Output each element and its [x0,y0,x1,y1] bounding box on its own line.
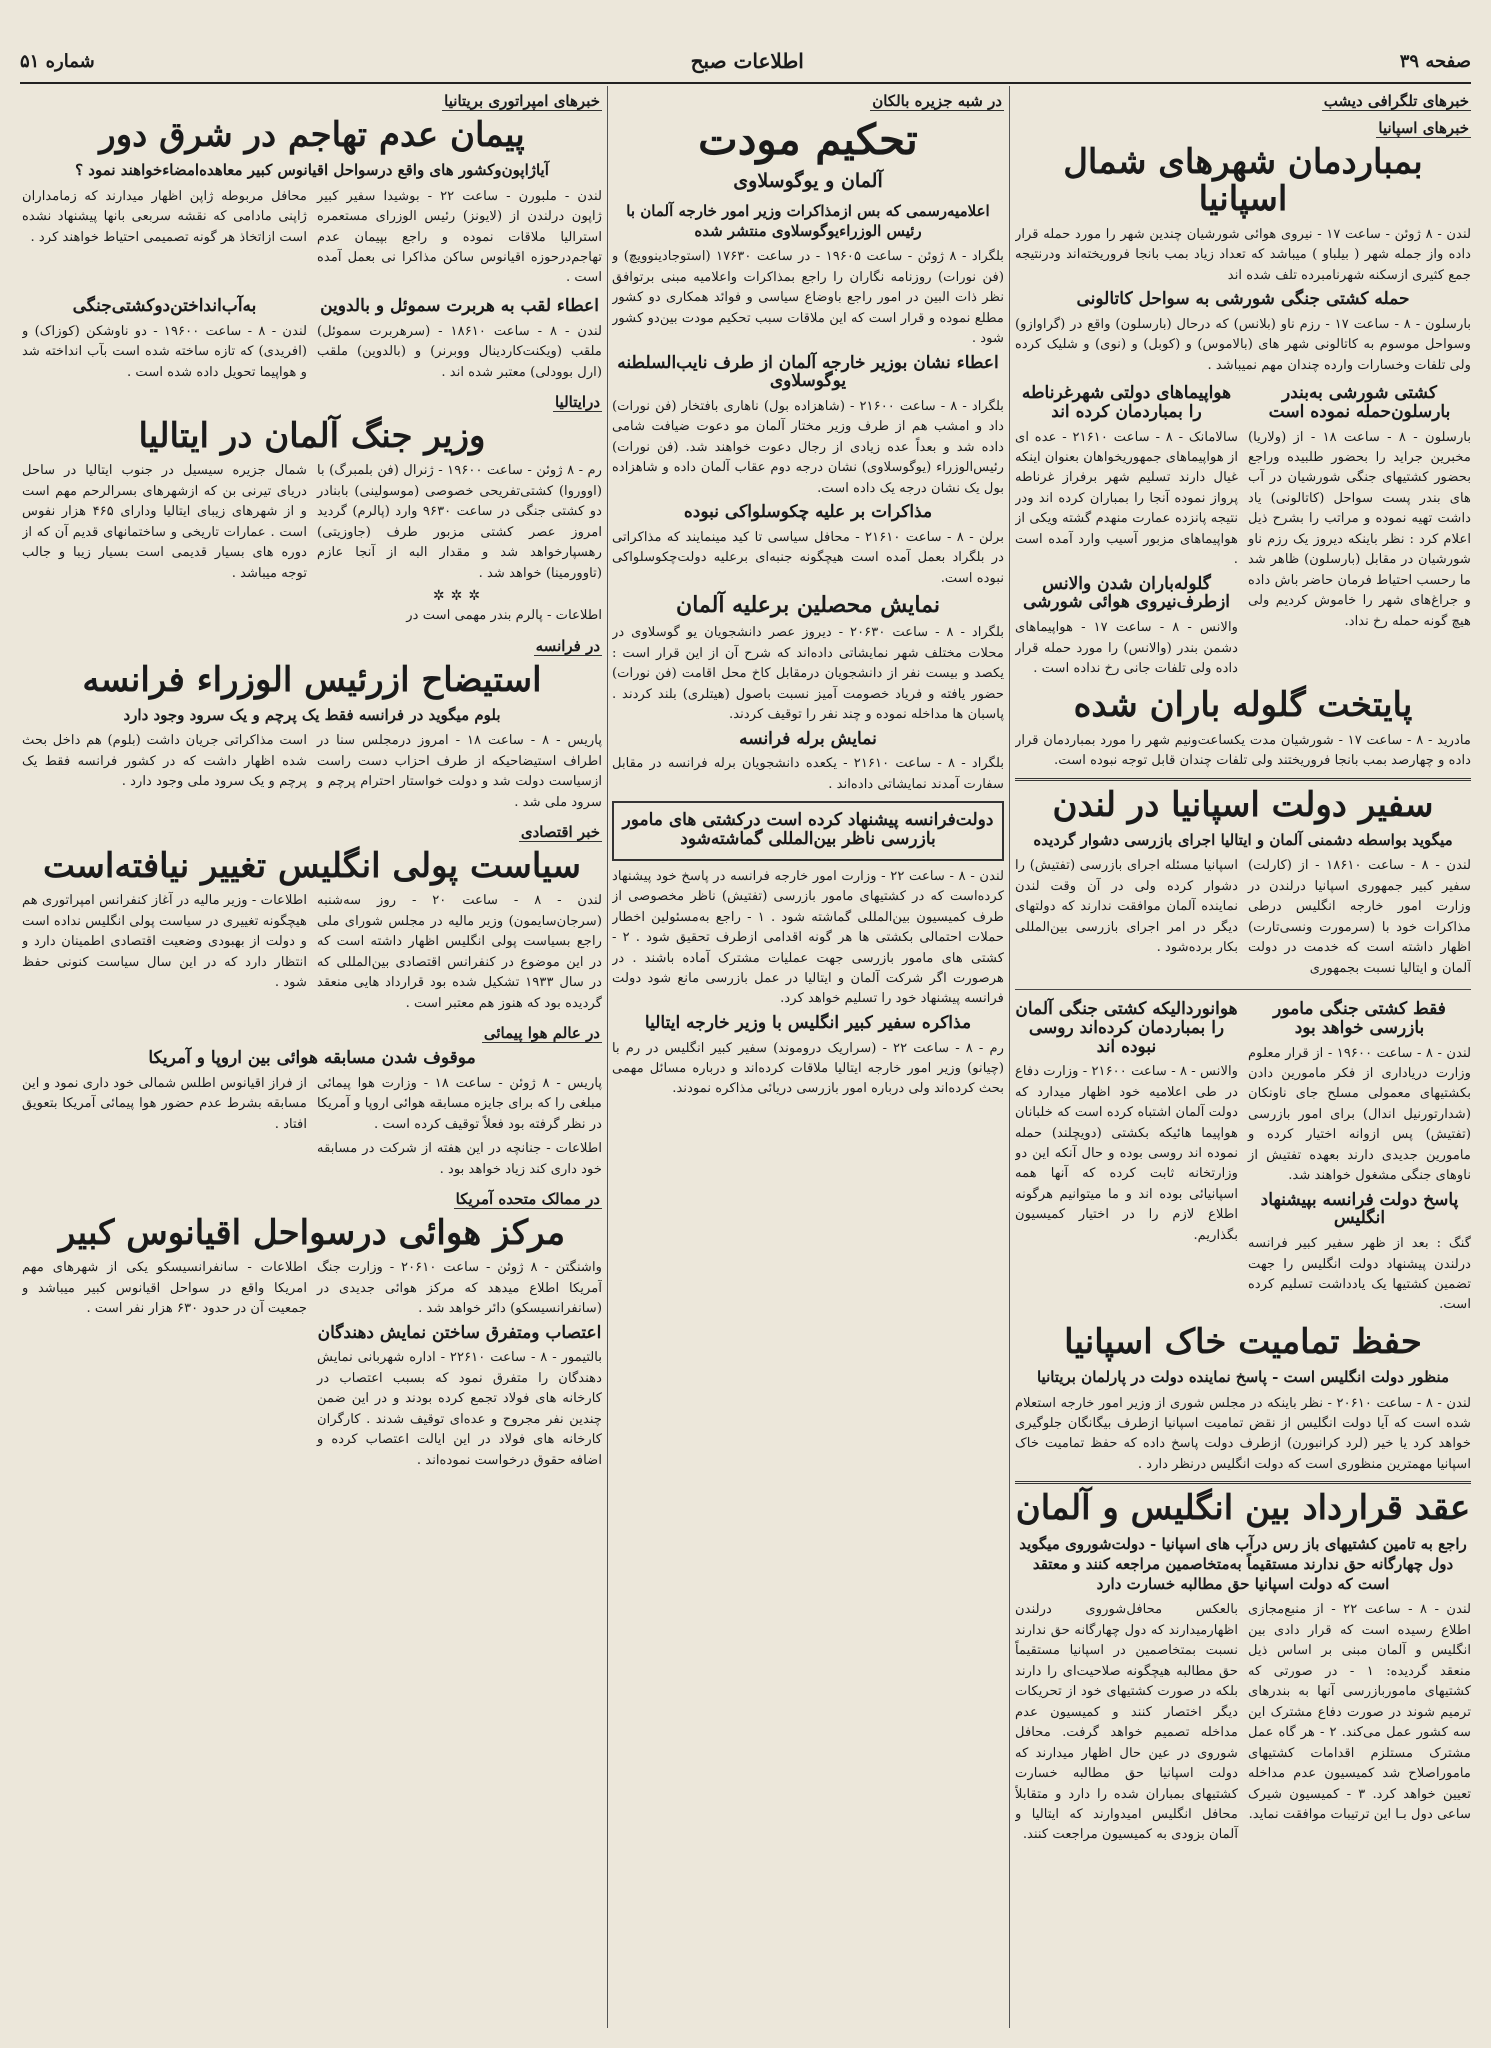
article-subhead: میگوید بواسطه دشمنی آلمان و ایتالیا اجرای بازرسی دشوار گردیده [1033,831,1453,850]
article-headline: به‌آب‌انداختن‌دوکشتی‌جنگی [72,295,257,316]
ornament: ✲✲✲ [432,588,487,605]
article-headline: وزیر جنگ آلمان در ایتالیا [138,415,486,456]
article-body: بالعکس محافل‌شوروی درلندن اظهارمیدارند که دول چهارگانه حق ندارند نسبت بمتخاصمین در اسپانیا مستقیماً حق مطالبه هیچگونه صلاحیت‌ای را دارند بلکه در صورت کشتیها‌ی خود از تحریکات دیگر اختصار کنند و کمیسیون عدم مداخله تصمیم خواهد گرفت. محافل شوروی در عین حال اظهار میدارند که دولت اسپانیا حق مطالبه خسارت کشتیهای بمباران شده را دارد و متقابلاً محافل انگلیس امیدوارند که ایتالیا و آلمان بزودی به کمیسیون مراجعت کنند. [1015,1602,1238,1843]
two-column-block [22,1074,602,1184]
column-left [22,86,602,2028]
article-body: لندن - ملبورن - ساعت ۲۲ - بوشیدا سفیر کبیر ژاپون درلندن از (لایونز) رئیس الوزرای مستعمره استرالیا ملاقات نموده و راجع بپیمان عدم تهاجم‌درحوزه اقیانوس ساکن مذاکرا نی بعمل آمده است . [317,188,602,286]
article-subhead: راجع به تامین کشتیهای باز رس درآب های اسپانیا - دولت‌شوروی میگوید دول چهارگانه حق ندارند مستقیماً به‌متخاصمین مراجعه کنند و معتقد است که دولت اسپانیا حق مطالبه خسارت دارد [1019,1534,1467,1594]
article-headline: تحکیم مودت [698,115,918,164]
article-headline: حمله کشتی جنگی شورشی به سواحل کاتالونی [1076,289,1410,310]
article-headline: اعطاء نشان بوزیر خارجه آلمان از طرف نایب‌السلطنه یوگوسلاوی [617,352,999,392]
article-headline: پاسخ دولت فرانسه بپیشنهاد انگلیس [1260,1189,1459,1229]
article-body: واشنگتن - ۸ ژوئن - ساعت ۲۰۶۱۰ - وزارت جنگ آمریکا اطلاع میدهد که مرکز هوائی جدیدی در (سانفرانسیسکو) دائر خواهد شد . [317,1260,602,1317]
divider [1015,1481,1471,1484]
two-column-block [22,731,602,817]
section-tag: درایتالیا [554,392,600,411]
article-body: لندن - ۸ - ساعت ۱۸۶۱۰ - (سرهربرت سموئل) ملقب (ویکنت‌کاردینال ووبرنر) و (بالدوین) ملقب (ارل بوودلی) معتبر شده اند . [317,323,602,380]
article-body: اطلاعات - سانفرانسیسکو یکی از شهرهای مهم امریکا واقع در سواحل اقیانوس کبیر میباشد و جمعیت آن در حدود ۶۳۰ هزار نفر است . [22,1260,307,1317]
article-headline: هواپیماهای دولتی شهرغرناطه را بمباردمان کرده اند [1021,383,1232,422]
article-headline: نمایش برله فرانسه [739,728,877,749]
article-headline: پیمان عدم تهاجم در شرق دور [99,115,525,155]
article-body: بلگراد - ۸ ژوئن - ساعت ۱۹۶۰۵ - در ساعت ۱۷۶۳۰ (استوجادینوویچ) و (فن نورات) روزنامه نگاران را راجع بمذاکرات واعلامیه مبنی برتوافق نظر ذات البین در امور راجع باوضاع سیاسی و فوائد همکاری دو کشور مطلع نموده و قرار است که این ملاقات سبب تحکیم مودت بین‌دو کشور شود . [612,249,1004,347]
article-body: لندن - ۸ - ساعت ۲۰ - روز سه‌شنبه (سرجان‌سایمون) وزیر مالیه در مجلس شورای ملی راجع بسیاست پولی انگلیس اظهار داشته است که در این موضوع در کنفرانس اقتصادی بین‌المللی که در سال ۱۹۳۳ تشکیل شده بود قرارداد هایی منعقد گردیده بود که هنوز هم معتبر است . [317,893,602,1011]
section-tag: خبرهای تلگرافی دیشب [1323,92,1469,110]
article-body: رم - ۸ ژوئن - ساعت ۱۹۶۰۰ - ژنرال (فن بلمبرگ) با (اووروا) کشتی‌تفریحی خصوصی (موسولینی) بابنادر دو کشتی جنگی در ساعت ۹۶۳۰ وارد (پالرم) گردید امروز عصر کشتی مزبور طرف (جاوزیتی) رهسپارخواهد شد و مقدار البه از آنجا عازم (تاوورمینا) خواهد شد . [317,463,602,581]
column-rule-left [607,86,608,2028]
article-body: اطلاعات - وزیر مالیه در آغاز کنفرانس امپراتوری هم هیچگونه تغییری در سیاست پولی انگلیس نداده است و دولت از بهبودی وضعیت اقتصادی اطمینان دارد و انتظار دارد که در این سال سیاست کنونی حفظ شود . [22,893,307,991]
article-subhead: بلوم میگوید در فرانسه فقط یک پرچم و یک سرود وجود دارد [123,705,501,724]
article-subhead: آلمان و یوگوسلاوی [733,170,883,193]
article-body: از فراز اقیانوس اطلس شمالی خود داری نمود و این مسابقه بشرط عدم حضور هوا پیمائی آمریکا بتعویق افتاد . [22,1075,307,1132]
article-body: لندن - ۸ - ساعت ۱۹۶۰۰ - از قرار معلوم وزارت دریاداری از فکر مامورین دادن بکشتیهای معمولی مسلح جای ناونکان (شدارتورنیل اندال) برای امور بازرسی (تفتیش) پس ازوانه اختیار کرده و مامورین جدیدی دارند بعهده تفتیش از ناوهای جنگی مشغول خواهند شد. [1248,1045,1471,1184]
column-middle [612,86,1004,2028]
issue-number: شماره ۵۱ [20,50,95,72]
article-footnote: اطلاعات - پالرم بندر مهمی است در [406,608,602,624]
article-headline: اعطاء لقب به هربرت سموئل و بالدوین [320,295,599,316]
column-right [1015,86,1471,2028]
article-body: رم - ۸ - ساعت ۲۲ - (سراریک دروموند) سفیر کبیر انگلیس در رم با (چیانو) وزیر امور خارجه ایتالیا ملاقات کرده‌اند و درباره مسائل مهمی بحث کرده‌اند ولی درباره امور بازرسی دریائی مذاکره نمودند. [612,1040,1004,1097]
article-body: سالامانک - ۸ - ساعت ۲۱۶۱۰ - عده ای از هواپیماهای جمهوریخواهان بعنوان اینکه غیال دارند تسلیم شهر برفراز غرناطه پرواز نموده آنجا را بمباران کرده اند ودر نتیجه پانزده عمارت منهدم گشته ویکی از هواپیماهای مزبور آسیب وارد آمده است . [1015,429,1239,568]
article-body: لندن - ۸ - ساعت ۲۲ - وزارت امور خارجه فرانسه در پاسخ خود پیشنهاد کرده‌است که در کشتیهای مامور بازرسی (تفتیش) ناظر مخصوصی از طرف کمیسیون بین‌المللی گماشته شود . ۱ - راجع به‌مسئولین اخطار حملات احتمالی بکشتی ها هر گونه اقدامی ازطرف تحقیق شود . ۲ - کشتی های مامور بازرسی جهت عملیات مشترک آماده باشند . در هرصورت اگر شرکت آلمان و ایتالیا در عمل بازرسی مانع شود دولت فرانسه پیشنهاد خود را تسلیم خواهد کرد. [612,868,1004,1007]
two-column-block [1015,1600,1471,1849]
section-tag: در ممالک متحده آمریکا [455,1190,600,1209]
two-column-block [1015,996,1471,1320]
article-headline: مرکز هوائی درسواحل اقیانوس کبیر [58,1213,566,1254]
article-body: لندن - ۸ - ساعت ۱۸۶۱۰ - از (کارلت) سفیر کبیر جمهوری اسپانیا درلندن در وزارت امور خارجه انگلیس درطی مذاکرات خود با (سرمورت ونسی‌تارت) اظهار داشته است که خدمت در دولت آلمان و ایتالیا نسبت بجمهوری [1248,858,1471,976]
article-headline: فقط کشتی جنگی مامور بازرسی خواهد بود [1273,999,1446,1038]
section-tag: در فرانسه [535,636,600,655]
divider [1015,778,1471,781]
page-header [20,40,1471,84]
article-body: برلن - ۸ - ساعت ۲۱۶۱۰ - محافل سیاسی تا کید مینمایند که مذاکراتی در بلگراد بعمل آمده است هیچگونه جنبه‌ای برعلیه دولت‌چکوسلواکی نبوده است. [612,529,1004,586]
article-footnote: اطلاعات - جنانچه در این هفته از شرکت در مسابقه خود داری کند زیاد خواهد بود . [317,1141,602,1177]
article-body: پاریس - ۸ - ساعت ۱۸ - امروز درمجلس سنا در اطراف استیضاحیکه از طرف احزاب دست راست ازسیاست دولت شد و دولت خواستار احترام پرچم و سرود ملی شد . [317,733,602,810]
two-column-block [22,461,602,630]
article-body: بلگراد - ۸ - ساعت ۲۰۶۳۰ - دیروز عصر دانشجویان یو گوسلاوی در محلات مختلف شهر نمایشاتی داده‌اند که شرح آن از این قرار است : یکصد و بیست نفر از دانشجویان درمقابل کاخ محل اقامت (فن نورات) حضور یافته و فریاد خصومت آمیز نسبت باصول (هیتلری) بلند کردند . پاسبان ها مداخله نموده و چند نفر را توقیف کردند. [612,625,1004,723]
article-body: اسپانیا مسئله اجرای بازرسی (تفتیش) را دشوار کرده ولی در آن وقت لندن نماینده آلمان موافقت ندارند که دولتهای دیگر در امر اجرای بازرسی بین‌المللی بکار برده‌شود . [1015,858,1238,956]
article-subhead: اعلامیه‌رسمی که بس ازمذاکرات وزیر امور خارجه آلمان با رئیس الوزراءیوگوسلاوی منتشر شده [626,201,990,241]
article-headline: دولت‌فرانسه پیشنهاد کرده است درکشتی های مامور بازرسی ناظر بین‌المللی گماشته‌شود [622,810,994,850]
article-headline: بمباردمان شهرهای شمال اسپانیا [1063,142,1423,220]
article-subhead: آیاژاپون‌وکشور های واقع درسواحل اقیانوس کبیر معاهده‌امضاءخواهند نمود ؟ [75,161,549,180]
article-body: بلگراد - ۸ - ساعت ۲۱۶۰۰ - (شاهزاده بول) ناهاری بافتخار (فن نورات) داد و امشب هم از طرف وزیر مختار آلمان مو دعوت ضیافت شامی داده شد و بعداً عده زیادی از رجال دعوت خواهند شد. (فن نورات) رئیس‌الوزراء (یوگوسلاوی) نشان درجه دوم عقاب آلمان داده و شاهزاده بول یک نشان درجه یک داده است. [612,398,1004,496]
article-headline: گلوله‌باران شدن والانس ازطرف‌نیروی هوائی شورشی [1022,573,1231,613]
article-body: لندن - ۸ - ساعت ۲۲ - از منبع‌مجازی اطلاع رسیده است که قرار دادی بین انگلیس و آلمان مبنی بر اساس ذیل منعقد گردیده: ۱ - در صورتی که کشتیهای ماموربازرسی آنها به بندرهای ترمیم شوند در صورت دفاع مشترک این سه کشور عمل می‌کند. ۲ - هر گاه عمل مشترک مستلزم اقدامات کشتیهای ماموراصلاح شد کمیسیون عدم مداخله تعیین خواهد کرد. ۳ - کمیسیون شیرک ساعی دول بـا این ترتیبات موافقت نماید. [1248,1602,1471,1822]
boxed-article [612,801,1004,860]
article-body: محافل مربوطه ژاپن اظهار میدارند که زمامداران ژاپنی مادامی که نقشه سربعی بانها پیشنهاد نشده است ازاتخاذ هر گونه تصمیمی احتیاط خواهند کرد . [22,188,307,245]
article-headline: پایتخت گلوله باران شده [1073,685,1413,726]
article-body: بلگراد - ۸ - ساعت ۲۱۶۱۰ - یکعده دانشجویان برله فرانسه در مقابل سفارت آمدند نمایشاتی داده‌اند . [612,756,1004,792]
two-column-block [1015,856,1471,983]
article-body: لندن - ۸ ژوئن - ساعت ۱۷ - نیروی هوائی شورشیان چندین شهر را مورد حمله قرار داده واز جمله شهر ( بیلباو ) میباشد که تعداد زیاد بمب بانجا فروریخته‌اند ودرنتیجه جمع کثیری ازسکنه شهرنامبرده تلف شده اند [1015,226,1471,283]
two-column-block [1015,380,1471,683]
article-body: لندن - ۸ - ساعت ۲۰۶۱۰ - نظر باینکه در مجلس شوری از وزیر امور خارجه استعلام شده است که آیا دولت انگلیس از نقض تمامیت اسپانیا ازطرف بیگانگان جلوگیری خواهد کرد یا خیر (لرد کرانبورن) ازطرف دولت پاسخ داده که حفظ تمامیت خاک اسپانیا مهمترین منظوری است که دولت انگلیس درنظر دارد . [1015,1395,1471,1472]
article-headline: موقوف شدن مسابقه هوائی بین اروپا و آمریکا [148,1048,476,1069]
article-headline: عقد قرارداد بین انگلیس و آلمان [1015,1488,1471,1529]
article-headline: مذاکره سفیر کبیر انگلیس با وزیر خارجه ایتالیا [644,1012,972,1033]
section-tag: در عالم هوا پیمائی [483,1024,600,1043]
article-body: گنگ : بعد از ظهر سفیر کبیر فرانسه درلندن پیشنهاد دولت انگلیس را جهت تضمین کشتیها یک یادداشت تسلیم کرده است. [1248,1236,1471,1313]
article-body: بارسلون - ۸ - ساعت ۱۷ - رزم ناو (بلانس) که درحال (بارسلون) واقع در (گراوازو) وسواحل موسوم به کاتالونی شهر های (بالاموس) و (کوبل) و (نوی) و شلیک کرده ولی تلفات وخسارات وارده چندان مهم نمیباشد . [1015,316,1471,373]
article-body: مادرید - ۸ - ساعت ۱۷ - شورشیان مدت یکساعت‌ونیم شهر را مورد بمباردمان قرار داده و چهارصد بمب بانجا فروریختند ولی تلفات چندان قابل توجه نبوده است. [1015,732,1471,769]
section-tag: خبر اقتصادی [520,822,600,841]
page-number: صفحه ۳۹ [1399,50,1471,72]
article-body: پاریس - ۸ ژوئن - ساعت ۱۸ - وزارت هوا پیمائی مبلغی را که برای جایزه مسابقه هوائی اروپا و آمریکا در نظر گرفته بود فعلاً توقیف کرده است . [317,1075,602,1132]
section-subtag: خبرهای اسپانیا [1378,119,1469,137]
article-body: والانس - ۸ - ساعت ۱۷ - هواپیماهای دشمن بندر (والانس) را مورد حمله قرار داده ولی تلفات جانی رخ نداده است . [1015,620,1238,677]
article-headline: کشتی شورشی به‌بندر بارسلون‌حمله نموده است [1268,383,1451,422]
article-body: است مذاکراتی جریان داشت (بلوم) هم داخل بحث شده اظهار داشت که در کشور فرانسه فقط یک پرچم و یک سرود ملی وجود دارد . [22,733,307,790]
section-tag: در شبه جزیره بالکان [872,92,1002,110]
article-body: بالتیمور - ۸ - ساعت ۲۲۶۱۰ - اداره شهربانی نمایش دهندگان را متفرق نمود که بسبب اعتصاب در کارخانه های فولاد تجمع کرده بودند و در این ضمن چندین نفر مجروح و عده‌ای توقیف شدند . کارگران کارخانه های فولاد در این ایالت اعتصاب کرده و اضافه حقوق درخواست نموده‌اند . [317,1350,602,1468]
article-headline: استیضاح ازرئیس الوزراء فرانسه [82,659,542,700]
article-body: والانس - ۸ - ساعت ۲۱۶۰۰ - وزارت دفاع در طی اعلامیه خود اظهار میدارد که دولت آلمان اشتباه کرده است که خلبانان هواپیما هائیکه بکشتی (دویچلند) حمله نموده اند روسی بوده و حال آنکه این دو وزارتخانه ثابت کرده که آنها همه اسپانیائی بوده اند و ما میتوانیم هرگونه اطلاع لازم را در اختیار کمیسیون بگذاریم. [1015,1064,1239,1243]
two-column-block [22,1258,602,1475]
article-headline: نمایش محصلین برعلیه آلمان [676,592,940,619]
article-headline: اعتصاب ومتفرق ساختن نمایش دهندگان [317,1322,602,1343]
article-subhead: منظور دولت انگلیس است - پاسخ نماینده دولت در پارلمان بریتانیا [1036,1368,1450,1387]
two-column-block [22,891,602,1018]
two-column-block [22,293,602,387]
column-rule-right [1009,86,1010,2028]
article-body: لندن - ۸ - ساعت ۱۹۶۰۰ - دو ناوشکن (کوزاک) و (افریدی) که تازه ساخته شده است بآب انداخته شد و هواپیما تحویل داده شده است . [22,323,308,380]
article-headline: مذاکرات بر علیه چکوسلواکی نبوده [683,502,933,523]
article-body: بارسلون - ۸ - ساعت ۱۸ - از (ولاریا) مخبرین جراید را بحضور طلبیده وراجع بحضور کشتیهای جنگی شورشیان در آب های بندر پست سواحل (کاتالونی) یاد داشت تهیه نموده و مراتب را بشرح ذیل اعلام کرد : نظر باینکه دیروز یک رزم ناو شورشیان در مقابل (بارسلون) ظاهر شد ما رحسب احتیاط فرمان حاضر باش داده و جراغ‌های شهر را خاموش کردیم ولی هیچ گونه حمله رخ نداد. [1248,429,1471,629]
divider [1015,989,1471,990]
two-column-block [22,187,602,293]
newspaper-name: اطلاعات صبح [690,49,804,73]
article-headline: سفیر دولت اسپانیا در لندن [1052,784,1434,825]
article-headline: حفظ تمامیت خاک اسپانیا [1064,1321,1422,1362]
article-headline: هوانوردالیکه کشتی جنگی آلمان را بمباردمان کرده‌اند روسی نبوده اند [1015,999,1238,1057]
article-headline: سیاست پولی انگلیس تغییر نیافته‌است [43,845,581,886]
section-tag: خبرهای امپراتوری بریتانیا [444,92,600,110]
article-body: شمال جزیره سیسیل در جنوب ایتالیا در ساحل دریای تیرنی بن که ازشهرهای بسرالرحم مهم است و از شهرهای زیبای ایتالیا ودارای ۴۶۵ هزار نفوس است . عمارات تاریخی و ساختمانهای قدیم آن که از دوره های بسیار قدیمی است بسیار زیبا و جالب توجه میباشد . [22,463,307,581]
